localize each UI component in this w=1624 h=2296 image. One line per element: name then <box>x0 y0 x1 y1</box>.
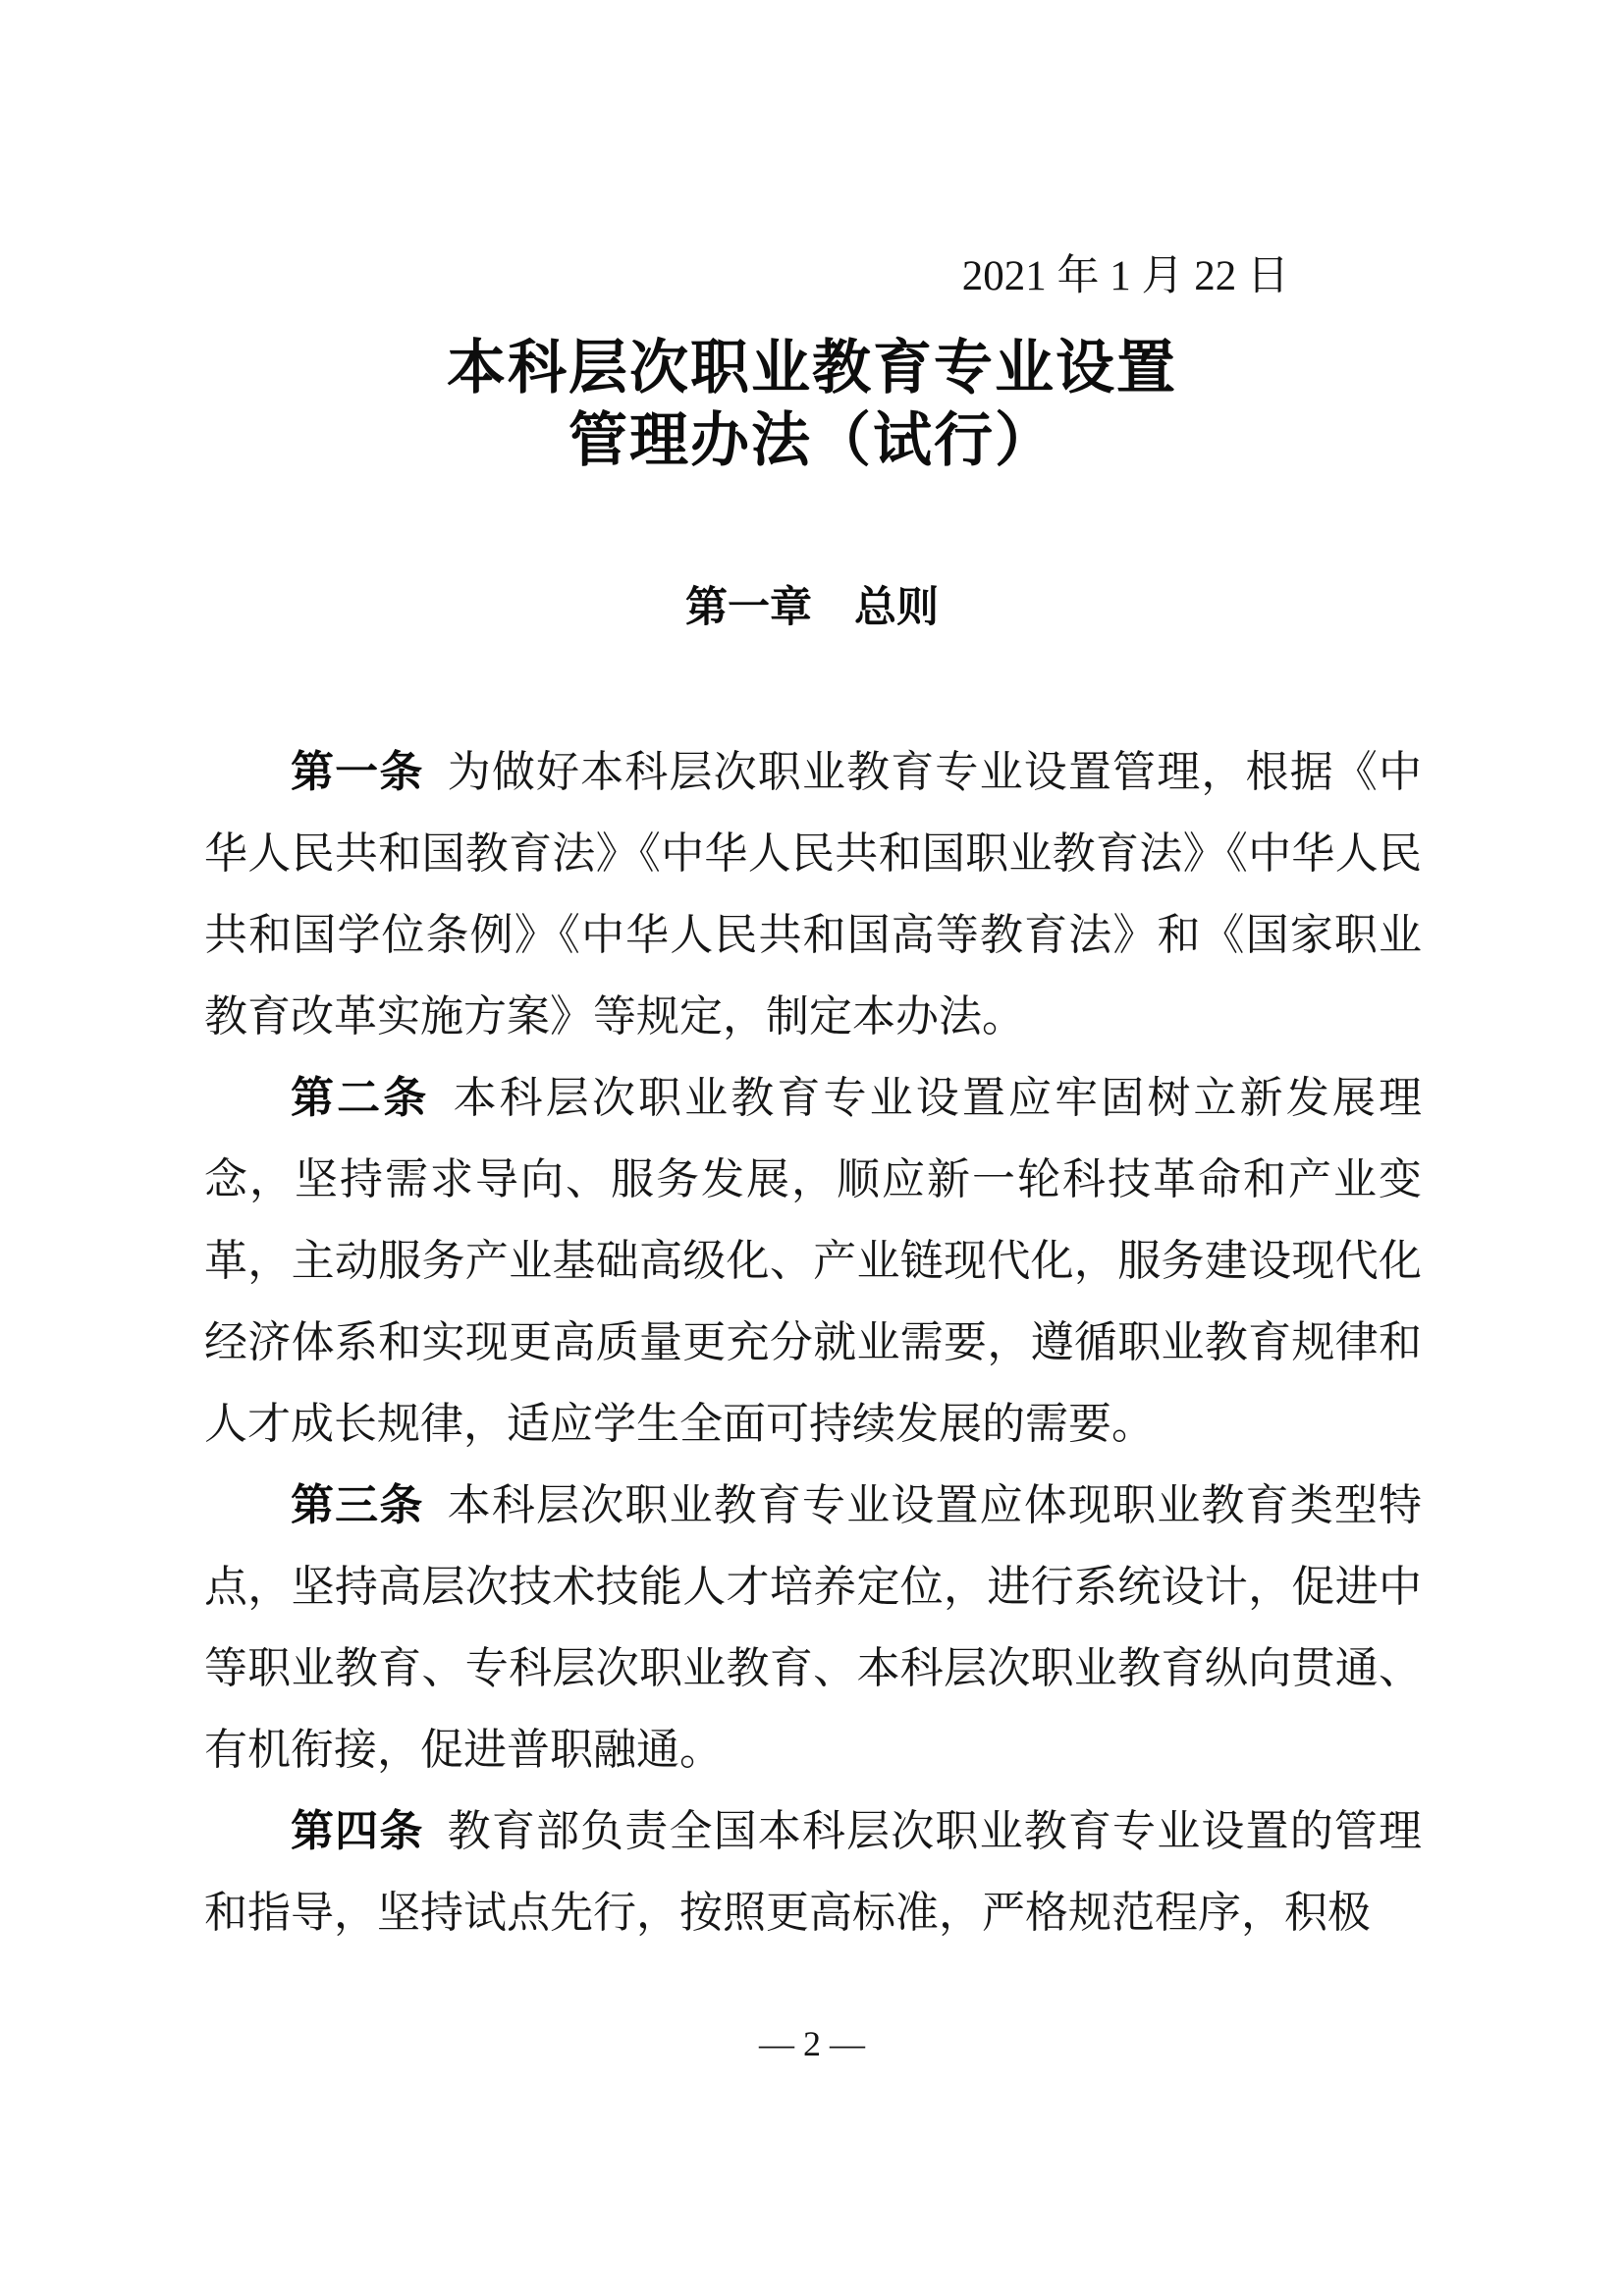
article-4-text: 教育部负责全国本科层次职业教育专业设置的管理和指导，坚持试点先行，按照更高标准，严格规范程序，积极 <box>204 1807 1423 1937</box>
article-1 <box>204 731 1422 1057</box>
article-2 <box>204 1057 1422 1465</box>
article-2-label: 第二条 <box>291 1074 430 1122</box>
article-1-label: 第一条 <box>291 748 424 796</box>
article-1-text: 为做好本科层次职业教育专业设置管理，根据《中华人民共和国教育法》《中华人民共和国职业教育法》《中华人民共和国学位条例》《中华人民共和国高等教育法》和《国家职业教育改革实施方案》等规定，制定本办法。 <box>204 748 1423 1041</box>
article-4-label: 第四条 <box>291 1807 424 1855</box>
document-title-line1: 本科层次职业教育专业设置 <box>447 336 1177 400</box>
page-number: — 2 — <box>759 2024 865 2063</box>
chapter-heading: 第一章 总则 <box>685 584 939 631</box>
document-date: 2021 年 1 月 22 日 <box>961 253 1289 299</box>
article-3-text: 本科层次职业教育专业设置应体现职业教育类型特点，坚持高层次技术技能人才培养定位，进行系统设计，促进中等职业教育、专科层次职业教育、本科层次职业教育纵向贯通、有机衔接，促进普职融通。 <box>204 1481 1423 1774</box>
document-body <box>204 731 1422 1953</box>
article-3-label: 第三条 <box>291 1481 424 1529</box>
article-2-text: 本科层次职业教育专业设置应牢固树立新发展理念，坚持需求导向、服务发展，顺应新一轮科技革命和产业变革，主动服务产业基础高级化、产业链现代化，服务建设现代化经济体系和实现更高质量更充分就业需要，遵循职业教育规律和人才成长规律，适应学生全面可持续发展的需要。 <box>204 1074 1423 1448</box>
document-title <box>0 332 1624 477</box>
article-3 <box>204 1465 1422 1790</box>
document-title-line2: 管理办法（试行） <box>568 408 1056 473</box>
article-4 <box>204 1790 1422 1953</box>
